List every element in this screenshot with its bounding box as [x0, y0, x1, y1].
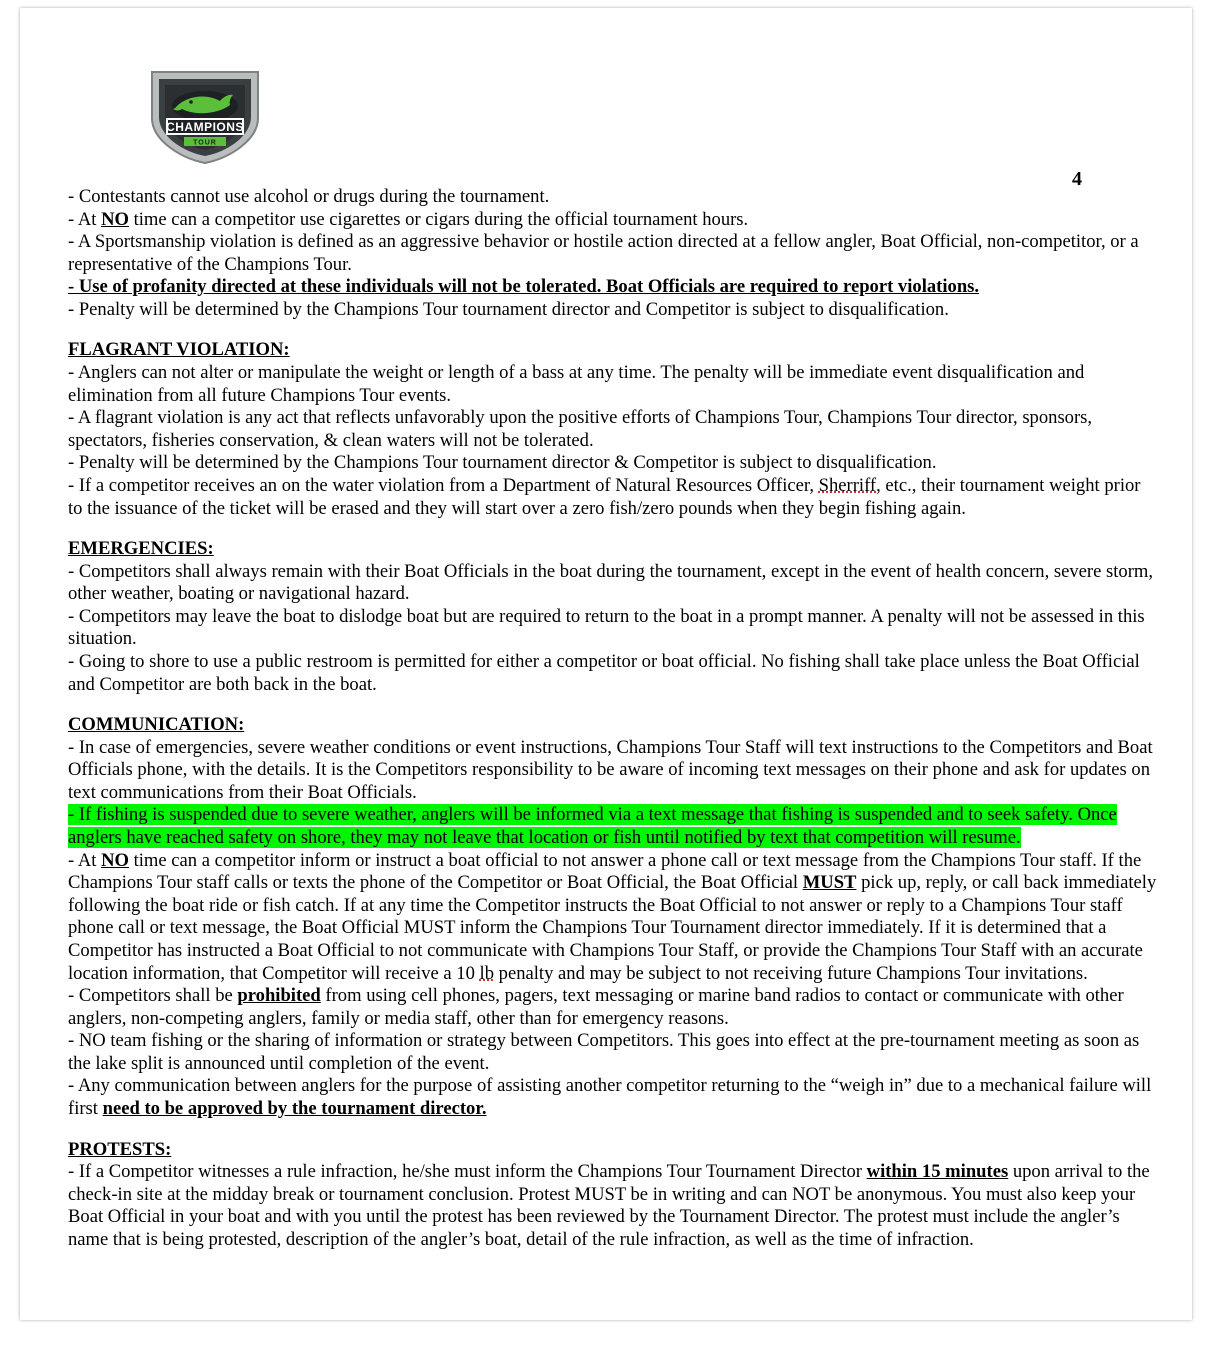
rule-line: - Penalty will be determined by the Champions Tour tournament director & Competitor is subject to disqualification.	[68, 452, 937, 474]
rule-line: - Going to shore to use a public restroom is permitted for either a competitor or boat official. No fishing shall take place unless the Boat Official and Competitor are both back in the boat.	[68, 650, 1140, 695]
emphasis-no: NO	[101, 849, 129, 871]
svg-text:TOUR: TOUR	[193, 139, 217, 147]
page-sheet	[20, 8, 1192, 1320]
rule-line-profanity: - Use of profanity directed at these individuals will not be tolerated. Boat Officials are required to report violations.	[68, 276, 980, 298]
section-heading-flagrant-violation: FLAGRANT VIOLATION:	[68, 339, 290, 361]
rule-line: - NO team fishing or the sharing of information or strategy between Competitors. This goes into effect at the pre-tournament meeting as soon as the lake split is announced until completion of the event.	[68, 1030, 1140, 1074]
svg-text:CHAMPIONS: CHAMPIONS	[166, 120, 244, 134]
rule-line-highlighted	[68, 804, 1158, 849]
grammar-error-lb: lb	[479, 962, 495, 984]
champions-tour-logo-icon	[144, 66, 266, 166]
rule-line: - Penalty will be determined by the Champions Tour tournament director and Competitor is subject to disqualification.	[68, 298, 949, 320]
rule-line: - A flagrant violation is any act that reflects unfavorably upon the positive efforts of Champions Tour, Champions Tour director, sponsors, spectators, fisheries conservation, & clean waters will not be tolerated.	[68, 407, 1093, 451]
document-body	[68, 186, 1158, 1251]
rule-line: - Anglers can not alter or manipulate the weight or length of a bass at any time. The penalty will be immediate event disqualification and elimination from all future Champions Tour events.	[68, 362, 1085, 406]
emphasis-must: MUST	[802, 872, 857, 894]
rule-line: - If a Competitor witnesses a rule infraction, he/she must inform the Champions Tour Tournament Director within 15 minutes upon arrival to the check-in site at the midday break or tournament conclusion. Protest MUST be in writing and can NOT be anonymous. You must also keep your Boat Official in your boat and with you until the protest has been reviewed by the Tournament Director. The protest must include the angler’s name that is being protested, description of the angler’s boat, detail of the rule infraction, as well as the time of infraction.	[68, 1161, 1150, 1250]
emphasis-no: NO	[101, 208, 129, 230]
rule-line: - In case of emergencies, severe weather conditions or event instructions, Champions Tour Staff will text instructions to the Competitors and Boat Officials phone, with the details. It is the Competitors responsibility to be aware of incoming text messages on their phone and ask for updates on text communications from their Boat Officials.	[68, 736, 1153, 803]
section-heading-protests: PROTESTS:	[68, 1138, 172, 1160]
rule-line: - A Sportsmanship violation is defined as an aggressive behavior or hostile action directed at a fellow angler, Boat Official, non-competitor, or a representative of the Champions Tour.	[68, 231, 1139, 275]
rule-line: - Competitors shall always remain with their Boat Officials in the boat during the tournament, except in the event of health concern, severe storm, other weather, boating or navigational hazard.	[68, 560, 1154, 605]
rule-line: - At NO time can a competitor inform or instruct a boat official to not answer a phone call or text message from the Champions Tour staff. If the Champions Tour staff calls or texts the phone of the Competitor or Boat Official, the Boat Official MUST pick up, reply, or call back immediately following the boat ride or fish catch. If at any time the Competitor instructs the Boat Official to not answer or reply to a Champions Tour staff phone call or text message, the Boat Official MUST inform the Champions Tour Tournament director immediately. If it is determined that a Competitor has instructed a Boat Official to not communicate with Champions Tour Staff, or provide the Champions Tour Staff with an accurate location information, that Competitor will receive a 10 lb penalty and may be subject to not receiving future Champions Tour invitations.	[68, 849, 1157, 984]
page-number: 4	[1072, 168, 1082, 190]
rule-line: - Any communication between anglers for the purpose of assisting another competitor returning to the “weigh in” due to a mechanical failure will first need to be approved by the tournament director.	[68, 1075, 1152, 1119]
section-heading-emergencies: EMERGENCIES:	[68, 538, 214, 560]
section-heading-communication: COMMUNICATION:	[68, 714, 245, 736]
rule-line: - Contestants cannot use alcohol or drugs during the tournament.	[68, 186, 550, 207]
spelling-error-sherriff: Sherriff	[818, 474, 877, 496]
rule-line: - Competitors may leave the boat to dislodge boat but are required to return to the boat in a prompt manner. A penalty will not be assessed in this situation.	[68, 605, 1145, 650]
rule-line: - If a competitor receives an on the water violation from a Department of Natural Resources Officer, Sherriff, etc., their tournament weight prior to the issuance of the ticket will be erased and they will start over a zero fish/zero pounds when they begin fishing again.	[68, 474, 1141, 519]
emphasis-prohibited: prohibited	[237, 985, 321, 1007]
rule-line: - At NO time can a competitor use cigarettes or cigars during the official tournament hours.	[68, 208, 749, 230]
emphasis-within-15-minutes: within 15 minutes	[866, 1161, 1009, 1183]
emphasis-approved-by-director: need to be approved by the tournament director.	[102, 1097, 487, 1119]
highlighted-text: - If fishing is suspended due to severe weather, anglers will be informed via a text message that fishing is suspended and to seek safety. Once anglers have reached safety on shore, they may not leave that location or fish until notified by text that competition will resume.	[68, 804, 1117, 849]
rule-line: - Competitors shall be prohibited from using cell phones, pagers, text messaging or marine band radios to contact or communicate with other anglers, non-competing anglers, family or media staff, other than for emergency reasons.	[68, 985, 1124, 1029]
